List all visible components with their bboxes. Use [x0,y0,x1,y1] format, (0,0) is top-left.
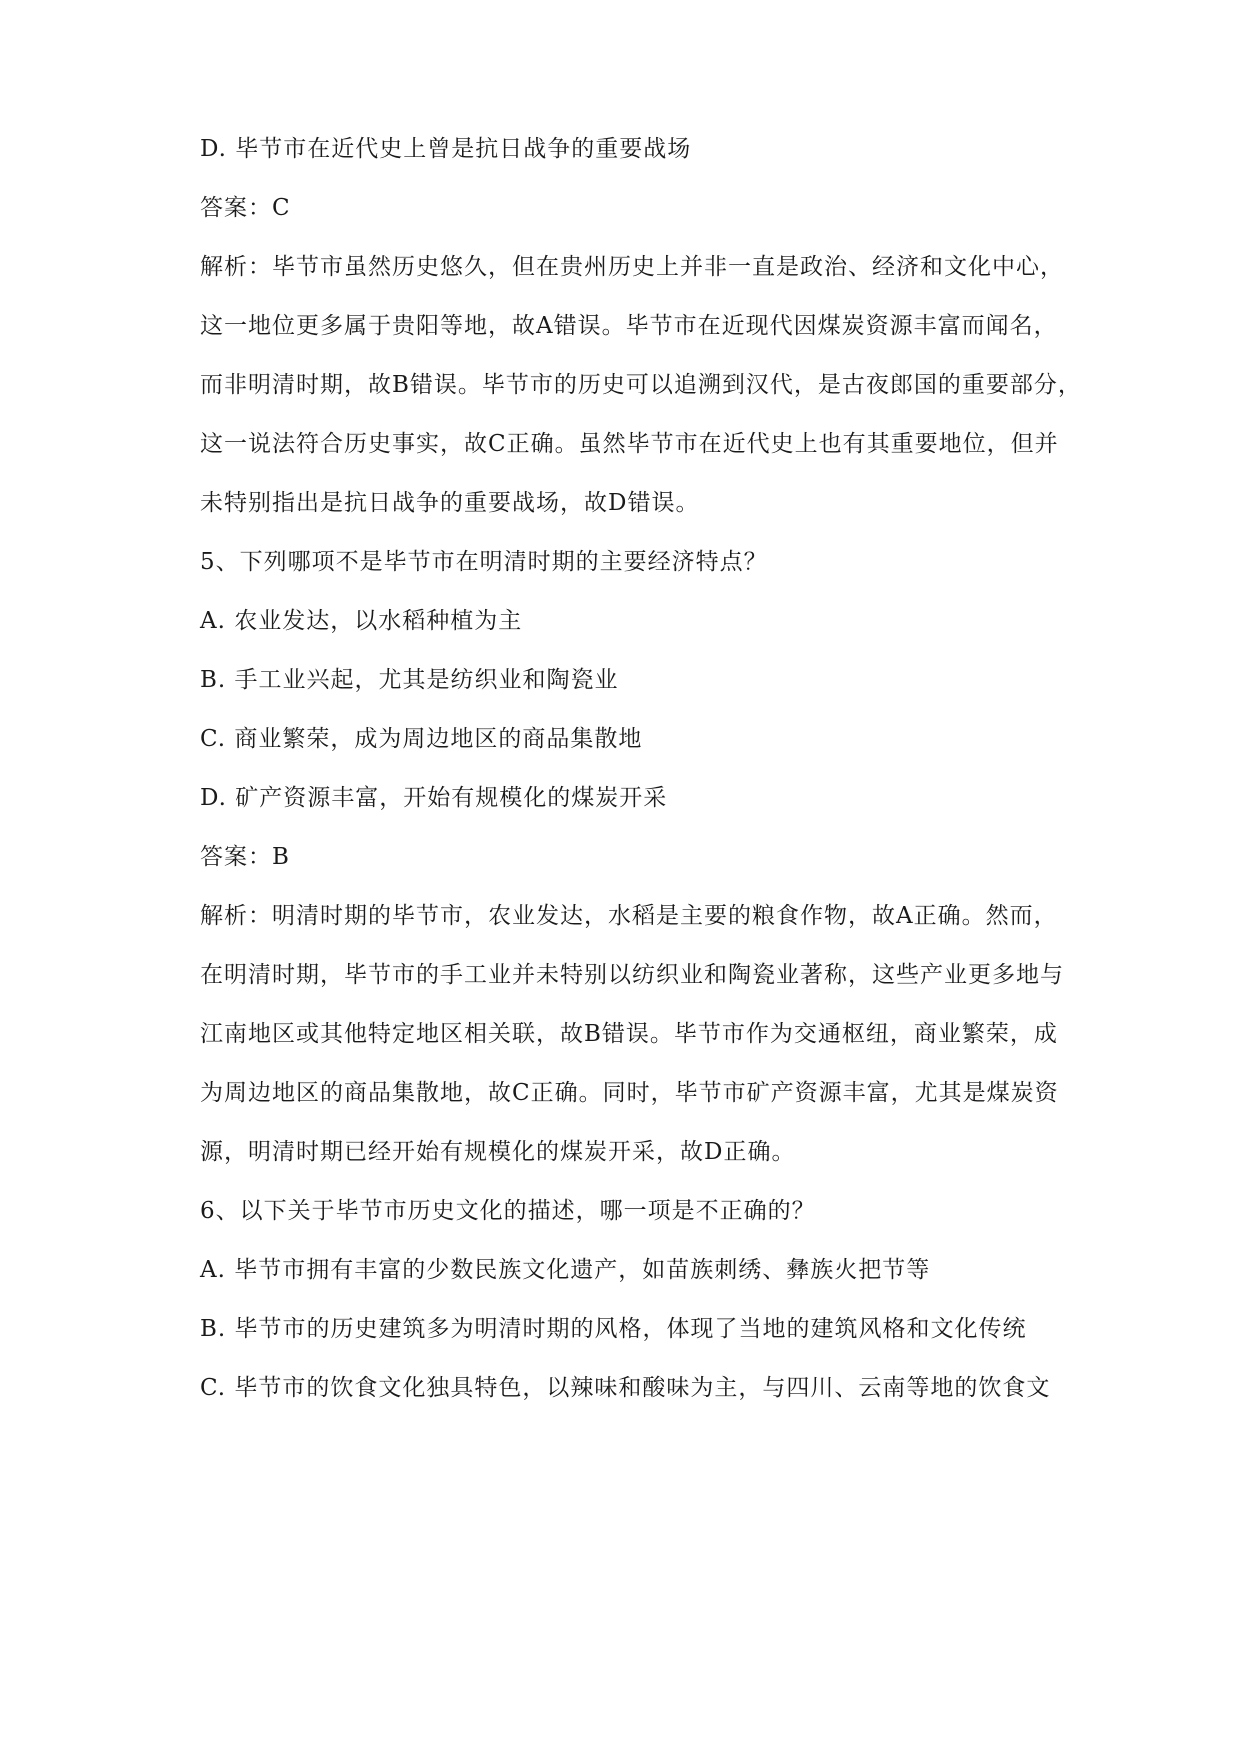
explanation-q5-line-1: 解析：明清时期的毕节市，农业发达，水稻是主要的粮食作物，故A正确。然而， [200,903,1058,929]
explanation-q5-line-5: 源，明清时期已经开始有规模化的煤炭开采，故D正确。 [200,1139,796,1165]
explanation-q5-line-3: 江南地区或其他特定地区相关联，故B错误。毕节市作为交通枢纽，商业繁荣，成 [200,1021,1058,1047]
explanation-q4-line-1: 解析：毕节市虽然历史悠久，但在贵州历史上并非一直是政治、经济和文化中心， [200,254,1064,280]
option-a-q6: A. 毕节市拥有丰富的少数民族文化遗产，如苗族刺绣、彝族火把节等 [200,1257,931,1283]
option-d-q5: D. 矿产资源丰富，开始有规模化的煤炭开采 [200,785,668,811]
question-5: 5、下列哪项不是毕节市在明清时期的主要经济特点？ [200,549,768,575]
question-6: 6、以下关于毕节市历史文化的描述，哪一项是不正确的？ [200,1198,816,1224]
option-c-q5: C. 商业繁荣，成为周边地区的商品集散地 [200,726,643,752]
explanation-q4-line-2: 这一地位更多属于贵阳等地，故A错误。毕节市在近现代因煤炭资源丰富而闻名， [200,313,1058,339]
option-b-q5: B. 手工业兴起，尤其是纺织业和陶瓷业 [200,667,619,693]
explanation-q4-line-4: 这一说法符合历史事实，故C正确。虽然毕节市在近代史上也有其重要地位，但并 [200,431,1059,457]
answer-q5: 答案：B [200,844,290,870]
option-b-q6: B. 毕节市的历史建筑多为明清时期的风格，体现了当地的建筑风格和文化传统 [200,1316,1027,1342]
document-page [200,0,1100,1754]
option-c-q6: C. 毕节市的饮食文化独具特色，以辣味和酸味为主，与四川、云南等地的饮食文 [200,1375,1051,1401]
explanation-q5-line-2: 在明清时期，毕节市的手工业并未特别以纺织业和陶瓷业著称，这些产业更多地与 [200,962,1064,988]
explanation-q4-line-3: 而非明清时期，故B错误。毕节市的历史可以追溯到汉代，是古夜郎国的重要部分， [200,372,1082,398]
option-a-q5: A. 农业发达，以水稻种植为主 [200,608,523,634]
answer-q4: 答案：C [200,195,291,221]
option-d-q4: D. 毕节市在近代史上曾是抗日战争的重要战场 [200,136,692,162]
explanation-q4-line-5: 未特别指出是抗日战争的重要战场，故D错误。 [200,490,700,516]
explanation-q5-line-4: 为周边地区的商品集散地，故C正确。同时，毕节市矿产资源丰富，尤其是煤炭资 [200,1080,1059,1106]
